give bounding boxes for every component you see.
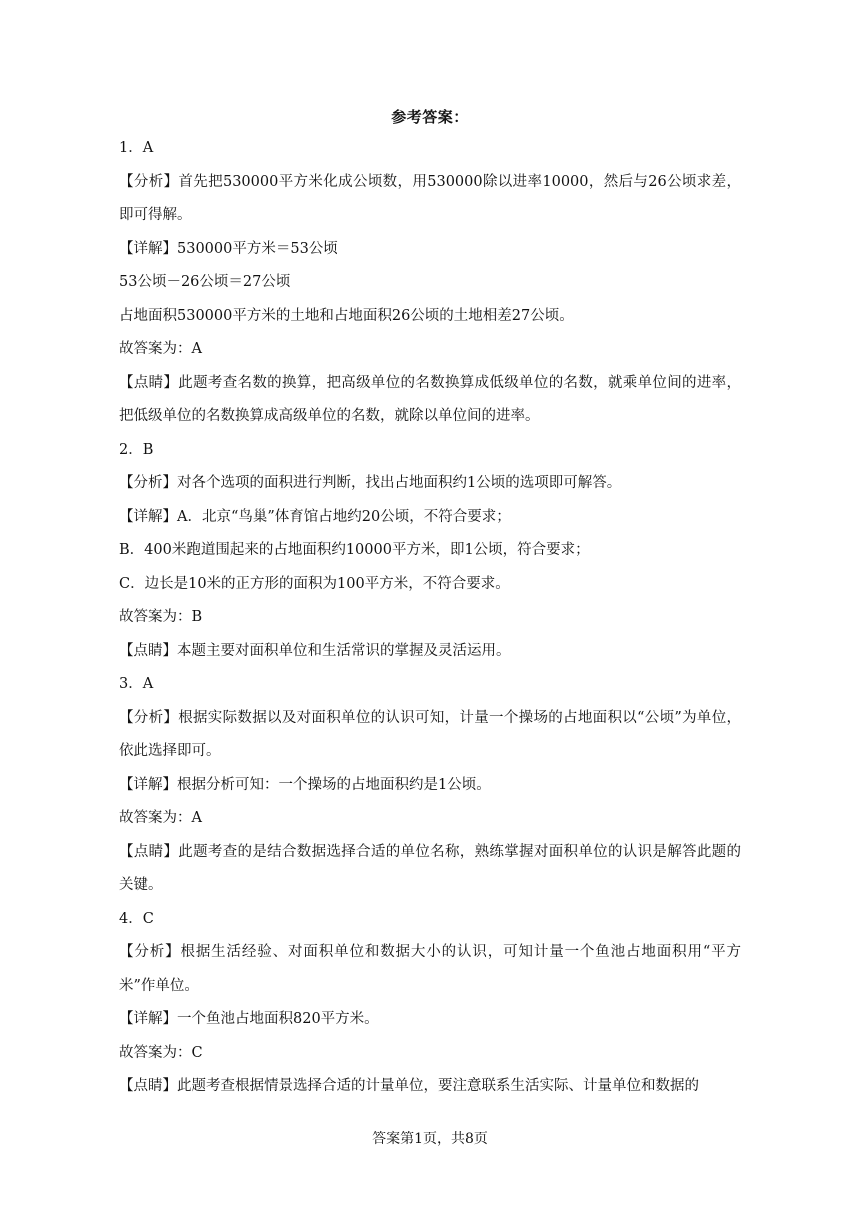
answer-paragraph: B．400米跑道围起来的占地面积约10000平方米，即1公顷，符合要求； — [119, 542, 590, 558]
answer-paragraph: C．边长是10米的正方形的面积为100平方米，不符合要求。 — [119, 575, 510, 592]
answer-paragraph: 【分析】对各个选项的面积进行判断，找出占地面积约1公顷的选项即可解答。 — [119, 475, 622, 491]
answer-paragraph: 4．C — [119, 910, 154, 927]
answer-paragraph: 【点睛】此题考查的是结合数据选择合适的单位名称，熟练掌握对面积单位的认识是解答此题的关键。 — [119, 843, 741, 893]
page-title: 参考答案： — [391, 108, 469, 126]
answer-paragraph: 【分析】首先把530000平方米化成公顷数，用530000除以进率10000，然后与26公顷求差，即可得解。 — [119, 173, 741, 223]
answer-paragraph: 53公顷－26公顷＝27公顷 — [119, 274, 291, 290]
answer-paragraph: 3．A — [119, 676, 154, 692]
answer-paragraph: 1．A — [119, 140, 154, 156]
answer-paragraph: 故答案为：B — [119, 609, 203, 625]
answer-paragraph: 【分析】根据生活经验、对面积单位和数据大小的认识，可知计量一个鱼池占地面积用“平方米”作单位。 — [119, 944, 741, 994]
answer-paragraph: 【点睛】此题考查名数的换算，把高级单位的名数换算成低级单位的名数，就乘单位间的进率，把低级单位的名数换算成高级单位的名数，就除以单位间的进率。 — [119, 374, 741, 424]
answer-paragraph: 【详解】一个鱼池占地面积820平方米。 — [119, 1011, 379, 1027]
answer-paragraph: 故答案为：C — [119, 1044, 203, 1061]
answer-paragraph: 故答案为：A — [119, 341, 202, 357]
answer-paragraph: 故答案为：A — [119, 810, 202, 826]
answer-paragraph: 【详解】A．北京“鸟巢”体育馆占地约20公顷，不符合要求； — [119, 508, 511, 525]
answer-paragraph: 【分析】根据实际数据以及对面积单位的认识可知，计量一个操场的占地面积以“公顷”为单位，依此选择即可。 — [119, 709, 741, 759]
answer-paragraph: 2．B — [119, 441, 154, 458]
answer-content — [119, 132, 741, 1104]
answer-paragraph: 【点睛】此题考查根据情景选择合适的计量单位，要注意联系生活实际、计量单位和数据的 — [119, 1078, 699, 1094]
page-footer: 答案第1页，共8页 — [372, 1131, 488, 1147]
answer-paragraph: 占地面积530000平方米的土地和占地面积26公顷的土地相差27公顷。 — [119, 307, 574, 324]
answer-paragraph: 【点睛】本题主要对面积单位和生活常识的掌握及灵活运用。 — [119, 642, 511, 659]
answer-paragraph: 【详解】根据分析可知：一个操场的占地面积约是1公顷。 — [119, 776, 491, 793]
answer-paragraph: 【详解】530000平方米＝53公顷 — [119, 240, 338, 257]
